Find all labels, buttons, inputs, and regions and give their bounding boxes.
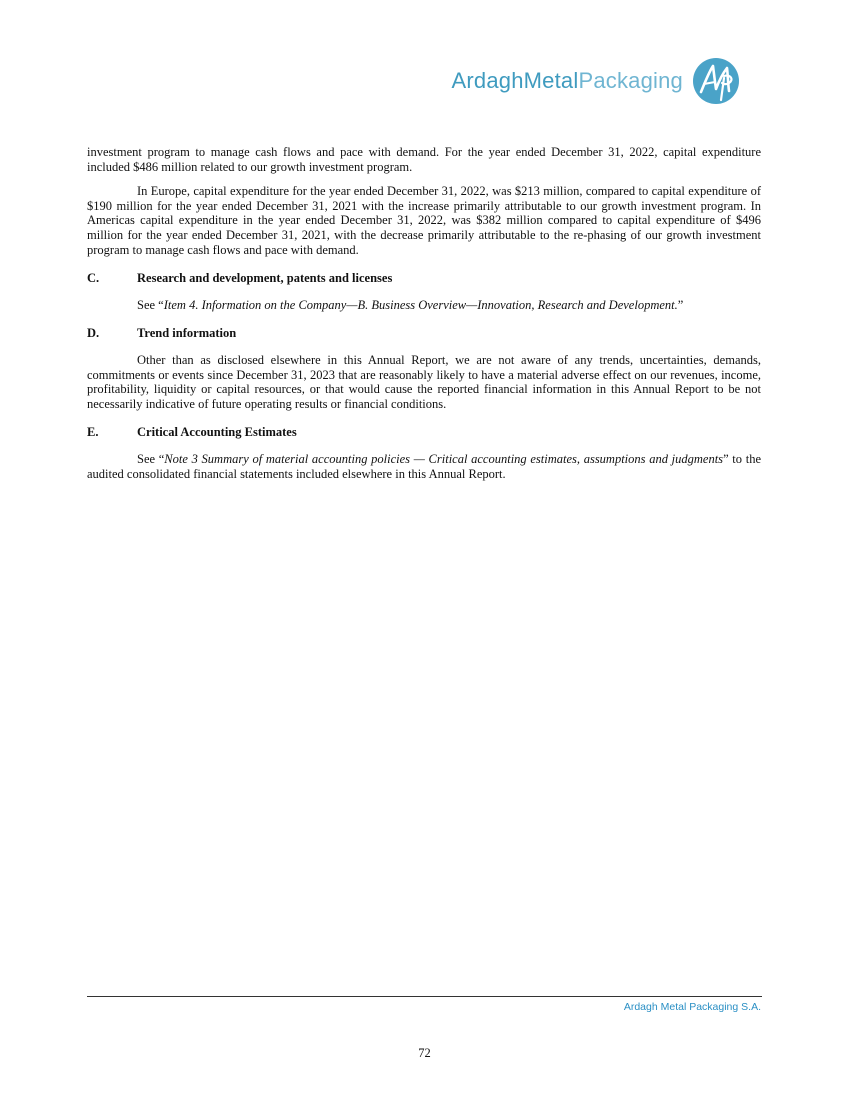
footer-company-name: Ardagh Metal Packaging S.A. <box>623 1001 761 1013</box>
amp-logo-icon <box>691 56 741 106</box>
logo-word-packaging: Packaging <box>578 68 683 93</box>
section-c-title: Research and development, patents and licenses <box>137 271 393 286</box>
section-d-letter: D. <box>87 326 100 341</box>
section-c-text-pre: See “ <box>137 297 164 312</box>
company-logo <box>452 56 742 106</box>
section-e-title: Critical Accounting Estimates <box>137 425 297 440</box>
logo-wordmark <box>452 70 684 92</box>
logo-word-metal: Metal <box>523 68 579 93</box>
document-body <box>87 145 761 481</box>
section-e-letter: E. <box>87 425 99 440</box>
section-c-cross-reference: Item 4. Information on the Company—B. Business Overview—Innovation, Research and Development. <box>163 297 678 312</box>
section-e-text-post: ” to the audited consolidated financial statements included elsewhere in this Annual Report. <box>87 451 761 481</box>
page-number: 72 <box>418 1046 431 1060</box>
section-d-title: Trend information <box>137 326 237 341</box>
footer-divider <box>87 996 762 997</box>
section-e-text <box>87 452 761 481</box>
paragraph-capex-regions: In Europe, capital expenditure for the year ended December 31, 2022, was $213 million, compared to capital expenditure of $190 million for the year ended December 31, 2021 with the increase primarily attributable to our growth investment program. In Americas capital expenditure in the year ended December 31, 2022, was $382 million compared to capital expenditure of $496 million for the year ended December 31, 2021, with the decrease primarily attributable to the re-phasing of our growth investment program to manage cash flows and pace with demand. <box>87 184 761 257</box>
section-d-text: Other than as disclosed elsewhere in this Annual Report, we are not aware of any trends, uncertainties, demands, commitments or events since December 31, 2023 that are reasonably likely to have a material adverse effect on our revenues, income, profitability, liquidity or capital resources, or that would cause the reported financial information in this Annual Report to be not necessarily indicative of future operating results or financial conditions. <box>87 352 761 411</box>
section-e-cross-reference: Note 3 Summary of material accounting policies — Critical accounting estimates, assumptions and judgments <box>164 451 724 466</box>
section-e-heading <box>87 425 761 440</box>
section-e-text-pre: See “ <box>137 451 165 466</box>
section-c-text-post: ” <box>677 297 684 312</box>
section-c-letter: C. <box>87 271 100 286</box>
section-c-text <box>87 298 761 313</box>
section-c-heading <box>87 271 761 286</box>
logo-word-ardagh: Ardagh <box>451 68 524 93</box>
paragraph-capex-intro: investment program to manage cash flows and pace with demand. For the year ended December 31, 2022, capital expenditure included $486 million related to our growth investment program. <box>87 145 761 174</box>
section-d-heading <box>87 326 761 341</box>
